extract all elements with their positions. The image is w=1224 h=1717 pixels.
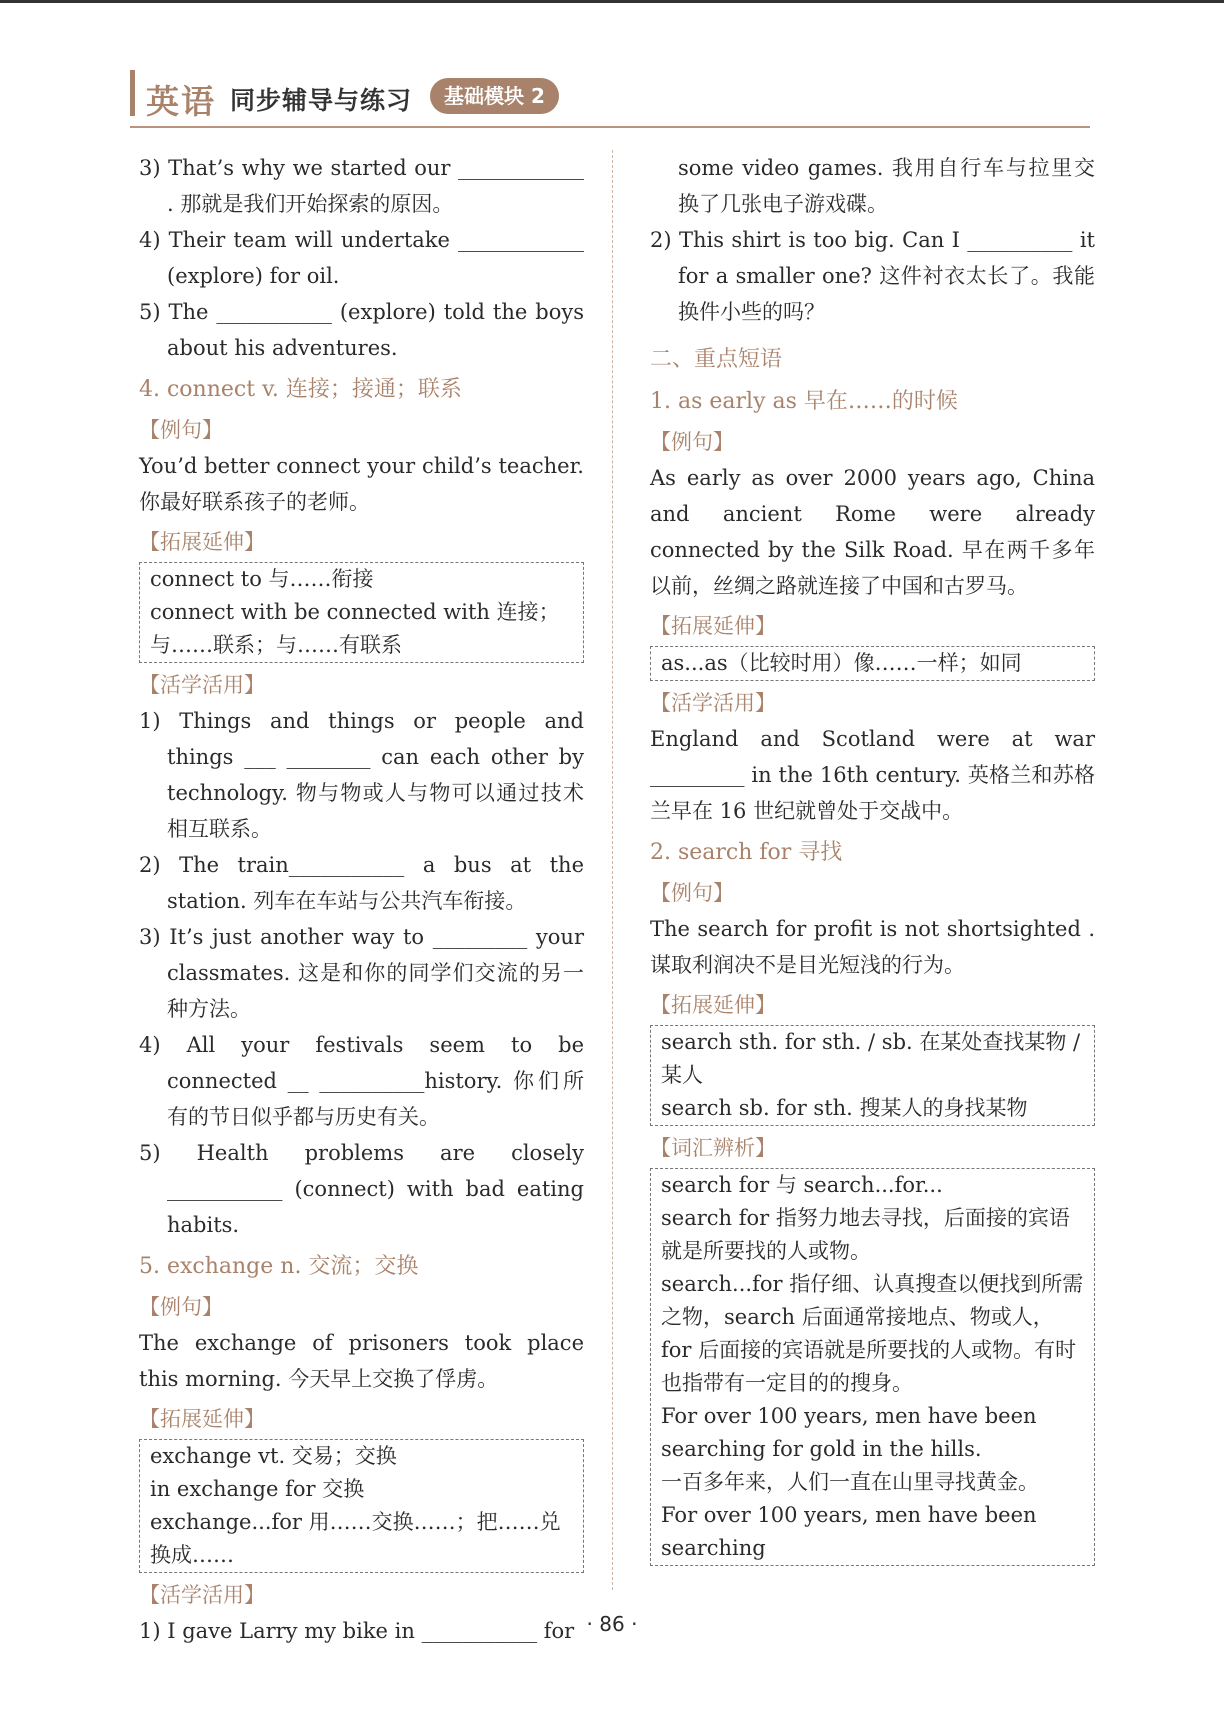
header-title: 同步辅导与练习 (230, 86, 413, 115)
left-column (139, 150, 584, 1649)
page-header (130, 68, 1090, 128)
vocab-line: search for 指努力地去寻找，后面接的宾语就是所要找的人或物。 (661, 1206, 1070, 1263)
extend-line: connect with be connected with 连接；与……联系；与……有联系 (150, 600, 560, 657)
header-accent-bar (130, 70, 135, 116)
extend-line: in exchange for 交换 (150, 1477, 365, 1501)
vocab-line: search...for 指仔细、认真搜查以便找到所需之物，search 后面通常接地点、物或人，for 后面接的宾语就是所要找的人或物。有时也指带有一定目的的搜身。 (661, 1272, 1084, 1395)
phrase-heading-as-early-as: 1. as early as 早在……的时候 (650, 389, 958, 414)
extend-line: search sth. for sth. / sb. 在某处查找某物 / 某人 (661, 1030, 1081, 1087)
example-sentence: The exchange of prisoners took place this morning. 今天早上交换了俘虏。 (139, 1331, 584, 1391)
practice-item: 5) Health problems are closely ___________ (connect) with bad eating habits. (139, 1141, 584, 1237)
practice-tag: 【活学活用】 (139, 673, 265, 697)
entry-heading-connect: 4. connect v. 连接；接通；联系 (139, 377, 462, 402)
extend-tag: 【拓展延伸】 (650, 993, 776, 1017)
example-tag: 【例句】 (650, 430, 734, 454)
entry-heading-exchange: 5. exchange n. 交流；交换 (139, 1254, 419, 1279)
extend-box (139, 1439, 584, 1573)
header-badge: 基础模块 2 (430, 78, 559, 114)
extend-tag: 【拓展延伸】 (650, 614, 776, 638)
practice-item: 3) It’s just another way to _________ your classmates. 这是和你的同学们交流的另一种方法。 (139, 925, 584, 1021)
practice-tag: 【活学活用】 (650, 691, 776, 715)
exercise-item: 3) That’s why we started our ____________ . 那就是我们开始探索的原因。 (139, 156, 584, 216)
column-divider (612, 150, 613, 1590)
extend-line: exchange...for 用……交换……；把……兑换成…… (150, 1510, 561, 1567)
example-sentence: As early as over 2000 years ago, China and ancient Rome were already connected by the Silk Road. 早在两千多年以前，丝绸之路就连接了中国和古罗马。 (650, 466, 1095, 598)
extend-box (139, 562, 584, 663)
vocab-box (650, 1168, 1095, 1566)
exercise-item: 4) Their team will undertake ____________ (explore) for oil. (139, 228, 584, 288)
practice-item: 1) Things and things or people and things ___ ________ can each other by technology. 物与物或人与物可以通过技术相互联系。 (139, 709, 584, 841)
vocab-line: search for 与 search...for... (661, 1173, 943, 1197)
exercise-item: 5) The ___________ (explore) told the boys about his adventures. (139, 300, 584, 360)
header-rule (130, 126, 1090, 128)
extend-line: search sb. for sth. 搜某人的身找某物 (661, 1096, 1028, 1120)
page-number: · 86 · (586, 1612, 638, 1636)
practice-continuation: some video games. 我用自行车与拉里交换了几张电子游戏碟。 (678, 156, 1095, 216)
extend-box (650, 1025, 1095, 1126)
extend-box (650, 646, 1095, 681)
practice-item: England and Scotland were at war _________ in the 16th century. 英格兰和苏格兰早在 16 世纪就曾处于交战中。 (650, 727, 1095, 823)
practice-item: 4) All your festivals seem to be connected __ __________history. 你们所有的节日似乎都与历史有关。 (139, 1033, 584, 1129)
practice-item: 2) The train___________ a bus at the station. 列车在车站与公共汽车衔接。 (139, 853, 584, 913)
header-subject: 英语 (146, 82, 216, 121)
right-column (650, 150, 1095, 1570)
practice-item: 1) I gave Larry my bike in ___________ for (139, 1619, 575, 1643)
example-tag: 【例句】 (139, 1295, 223, 1319)
example-tag: 【例句】 (139, 418, 223, 442)
vocab-tag: 【词汇辨析】 (650, 1136, 776, 1160)
phrase-heading-search-for: 2. search for 寻找 (650, 840, 843, 865)
extend-tag: 【拓展延伸】 (139, 530, 265, 554)
top-border (0, 0, 1224, 3)
extend-tag: 【拓展延伸】 (139, 1407, 265, 1431)
extend-line: exchange vt. 交易；交换 (150, 1444, 397, 1468)
extend-line: as...as（比较时用）像……一样；如同 (661, 651, 1022, 675)
section-title: 二、重点短语 (650, 347, 783, 372)
example-sentence: You’d better connect your child’s teacher. 你最好联系孩子的老师。 (139, 454, 584, 514)
example-sentence: The search for profit is not shortsighted . 谋取利润决不是目光短浅的行为。 (650, 917, 1095, 977)
practice-tag: 【活学活用】 (139, 1583, 265, 1607)
example-tag: 【例句】 (650, 881, 734, 905)
vocab-line: For over 100 years, men have been searching for gold in the hills. (661, 1404, 1037, 1461)
vocab-line: 一百多年来，人们一直在山里寻找黄金。 (661, 1470, 1039, 1494)
practice-item: 2) This shirt is too big. Can I __________ it for a smaller one? 这件衬衣太长了。我能换件小些的吗？ (650, 228, 1095, 324)
vocab-line: For over 100 years, men have been searching (661, 1503, 1037, 1560)
extend-line: connect to 与……衔接 (150, 567, 374, 591)
